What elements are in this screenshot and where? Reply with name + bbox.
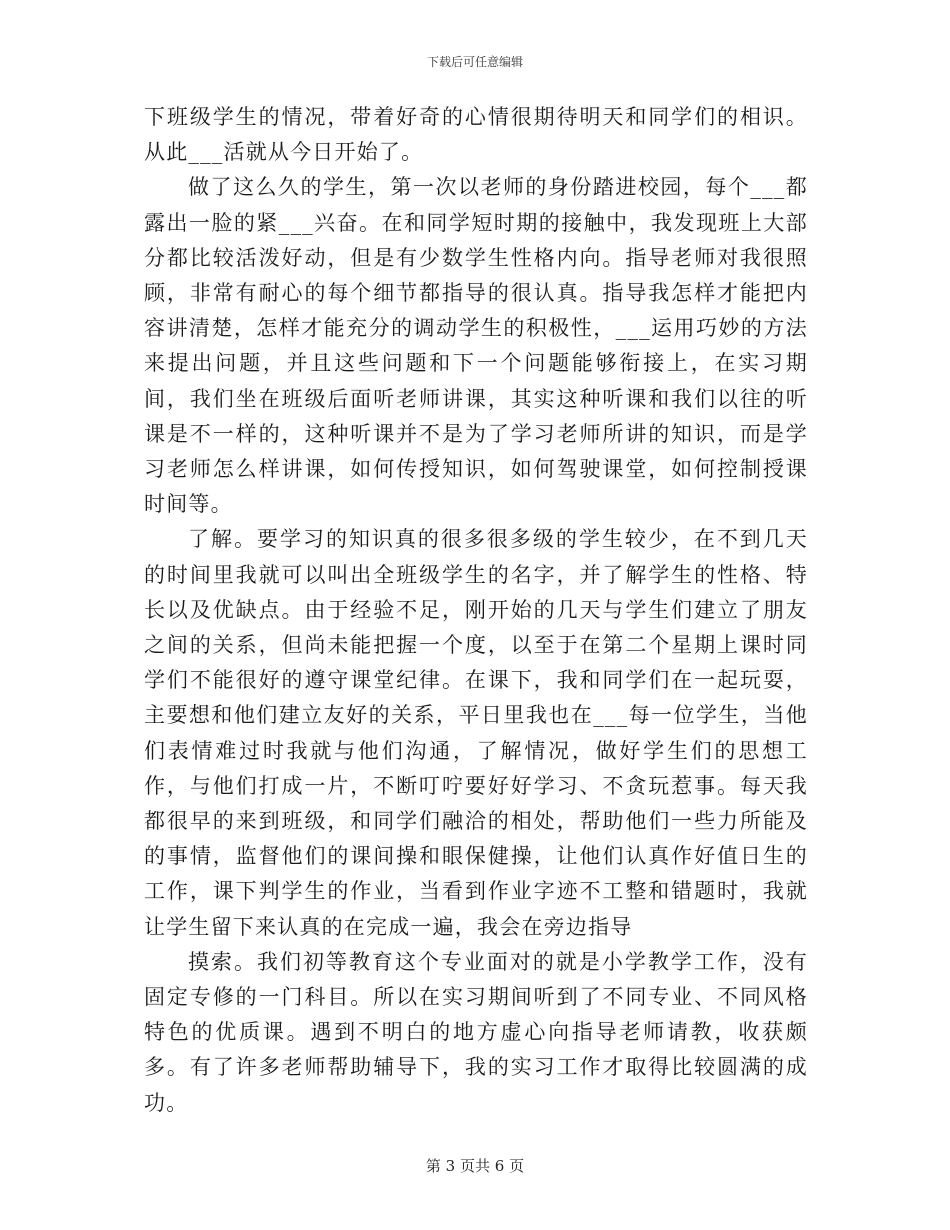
page-header: 下载后可任意编辑 — [426, 55, 523, 69]
paragraph: 做了这么久的学生，第一次以老师的身份踏进校园，每个___都露出一脸的紧___兴奋。在和同学短时期的接触中，我发现班上大部分都比较活泼好动，但是有少数学生性格内向。指导老师对我很照顾，非常有耐心的每个细节都指导的很认真。指导我怎样才能把内容讲清楚，怎样才能充分的调动学生的积极性，___运用巧妙的方法来提出问题，并且这些问题和下一个问题能够衔接上，在实习期间，我们坐在班级后面听老师讲课，其实这种听课和我们以往的听课是不一样的，这种听课并不是为了学习老师所讲的知识，而是学习老师怎么样讲课，如何传授知识，如何驾驶课堂，如何控制授课时间等。 — [144, 175, 808, 517]
document-body — [144, 100, 808, 1121]
paragraph-continuation: 下班级学生的情况，带着好奇的心情很期待明天和同学们的相识。从此___活就从今日开始了。 — [144, 105, 808, 165]
paragraph: 摸索。我们初等教育这个专业面对的就是小学教学工作，没有固定专修的一门科目。所以在实习期间听到了不同专业、不同风格特色的优质课。遇到不明白的地方虚心向指导老师请教，收获颇多。有了许多老师帮助辅导下，我的实习工作才取得比较圆满的成功。 — [144, 949, 808, 1115]
page-number: 第 3 页共 6 页 — [425, 1157, 525, 1175]
paragraph: 了解。要学习的知识真的很多很多级的学生较少，在不到几天的时间里我就可以叫出全班级学生的名字，并了解学生的性格、特长以及优缺点。由于经验不足，刚开始的几天与学生们建立了朋友之间的关系，但尚未能把握一个度，以至于在第二个星期上课时同学们不能很好的遵守课堂纪律。在课下，我和同学们在一起玩耍，主要想和他们建立友好的关系，平日里我也在___每一位学生，当他们表情难过时我就与他们沟通，了解情况，做好学生们的思想工作，与他们打成一片，不断叮咛要好好学习、不贪玩惹事。每天我都很早的来到班级，和同学们融洽的相处，帮助他们一些力所能及的事情，监督他们的课间操和眼保健操，让他们认真作好值日生的工作，课下判学生的作业，当看到作业字迹不工整和错题时，我就让学生留下来认真的在完成一遍，我会在旁边指导 — [144, 527, 808, 939]
